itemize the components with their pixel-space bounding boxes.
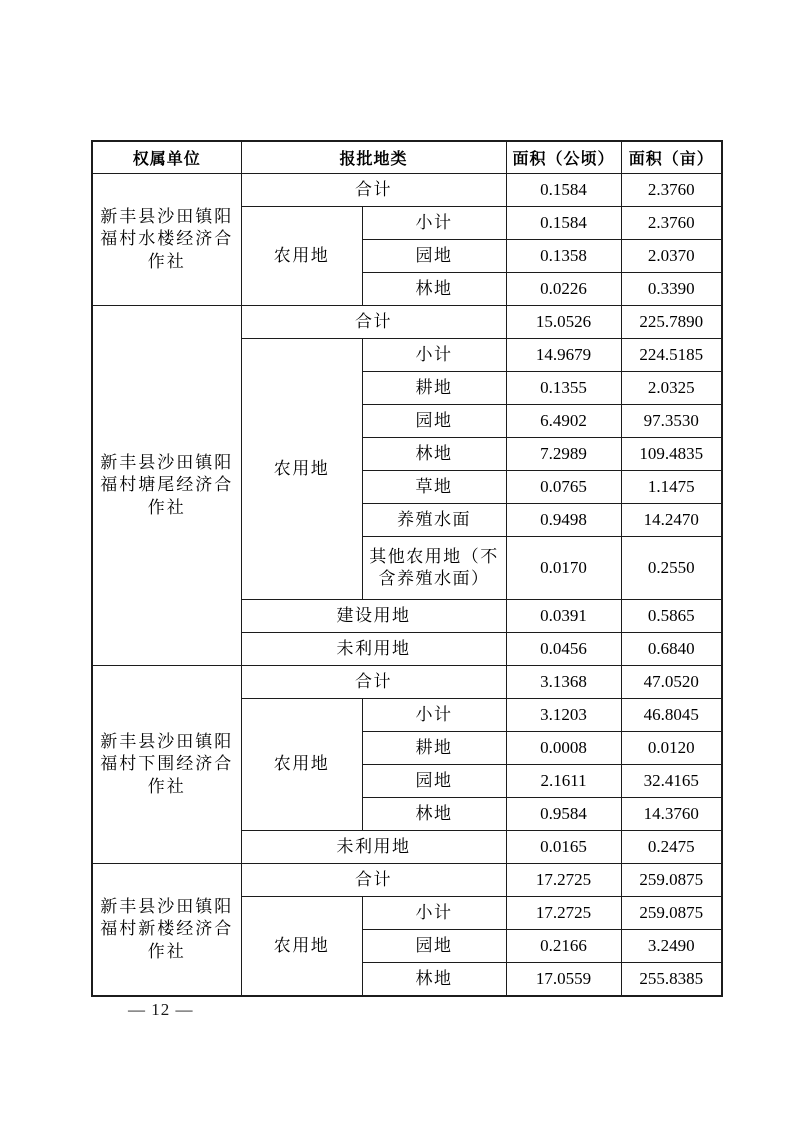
area-mu-cell: 2.0370 bbox=[621, 240, 722, 273]
area-ha-cell: 0.1355 bbox=[506, 372, 621, 405]
category-cell: 农用地 bbox=[241, 339, 362, 600]
category-cell: 小计 bbox=[362, 897, 506, 930]
area-ha-cell: 0.1584 bbox=[506, 174, 621, 207]
category-cell: 未利用地 bbox=[241, 831, 506, 864]
area-mu-cell: 224.5185 bbox=[621, 339, 722, 372]
area-ha-cell: 0.1584 bbox=[506, 207, 621, 240]
area-ha-cell: 0.0226 bbox=[506, 273, 621, 306]
area-ha-cell: 2.1611 bbox=[506, 765, 621, 798]
area-mu-cell: 255.8385 bbox=[621, 963, 722, 997]
table-row bbox=[92, 666, 722, 699]
category-cell: 林地 bbox=[362, 273, 506, 306]
area-ha-cell: 0.0170 bbox=[506, 537, 621, 600]
category-cell: 其他农用地（不含养殖水面） bbox=[362, 537, 506, 600]
header-unit: 权属单位 bbox=[92, 141, 241, 174]
area-ha-cell: 0.0391 bbox=[506, 600, 621, 633]
area-mu-cell: 47.0520 bbox=[621, 666, 722, 699]
area-ha-cell: 0.0765 bbox=[506, 471, 621, 504]
header-row bbox=[92, 141, 722, 174]
header-category: 报批地类 bbox=[241, 141, 506, 174]
category-cell: 林地 bbox=[362, 798, 506, 831]
category-cell: 园地 bbox=[362, 930, 506, 963]
area-ha-cell: 0.0008 bbox=[506, 732, 621, 765]
unit-cell: 新丰县沙田镇阳福村水楼经济合作社 bbox=[92, 174, 241, 306]
unit-cell: 新丰县沙田镇阳福村下围经济合作社 bbox=[92, 666, 241, 864]
area-ha-cell: 0.0165 bbox=[506, 831, 621, 864]
area-mu-cell: 3.2490 bbox=[621, 930, 722, 963]
category-cell: 农用地 bbox=[241, 699, 362, 831]
category-cell: 园地 bbox=[362, 765, 506, 798]
area-ha-cell: 6.4902 bbox=[506, 405, 621, 438]
area-mu-cell: 2.0325 bbox=[621, 372, 722, 405]
area-ha-cell: 3.1203 bbox=[506, 699, 621, 732]
area-mu-cell: 0.2550 bbox=[621, 537, 722, 600]
area-mu-cell: 0.5865 bbox=[621, 600, 722, 633]
category-cell: 园地 bbox=[362, 405, 506, 438]
header-area-ha: 面积（公顷） bbox=[506, 141, 621, 174]
table-row bbox=[92, 174, 722, 207]
land-approval-table bbox=[91, 140, 723, 997]
category-cell: 小计 bbox=[362, 699, 506, 732]
area-ha-cell: 0.9584 bbox=[506, 798, 621, 831]
area-ha-cell: 0.9498 bbox=[506, 504, 621, 537]
area-mu-cell: 259.0875 bbox=[621, 897, 722, 930]
unit-cell: 新丰县沙田镇阳福村塘尾经济合作社 bbox=[92, 306, 241, 666]
area-mu-cell: 0.0120 bbox=[621, 732, 722, 765]
area-mu-cell: 2.3760 bbox=[621, 174, 722, 207]
area-ha-cell: 3.1368 bbox=[506, 666, 621, 699]
category-cell: 林地 bbox=[362, 438, 506, 471]
category-cell: 合计 bbox=[241, 666, 506, 699]
table-header bbox=[92, 141, 722, 174]
area-mu-cell: 0.2475 bbox=[621, 831, 722, 864]
category-cell: 合计 bbox=[241, 174, 506, 207]
area-ha-cell: 17.2725 bbox=[506, 864, 621, 897]
area-mu-cell: 1.1475 bbox=[621, 471, 722, 504]
table-row bbox=[92, 306, 722, 339]
area-mu-cell: 14.3760 bbox=[621, 798, 722, 831]
header-area-mu: 面积（亩） bbox=[621, 141, 722, 174]
area-mu-cell: 14.2470 bbox=[621, 504, 722, 537]
category-cell: 园地 bbox=[362, 240, 506, 273]
area-ha-cell: 14.9679 bbox=[506, 339, 621, 372]
area-ha-cell: 15.0526 bbox=[506, 306, 621, 339]
category-cell: 养殖水面 bbox=[362, 504, 506, 537]
category-cell: 小计 bbox=[362, 339, 506, 372]
area-mu-cell: 259.0875 bbox=[621, 864, 722, 897]
area-mu-cell: 97.3530 bbox=[621, 405, 722, 438]
category-cell: 耕地 bbox=[362, 732, 506, 765]
area-ha-cell: 17.2725 bbox=[506, 897, 621, 930]
area-mu-cell: 32.4165 bbox=[621, 765, 722, 798]
category-cell: 合计 bbox=[241, 306, 506, 339]
category-cell: 小计 bbox=[362, 207, 506, 240]
page-number: — 12 — bbox=[128, 1000, 194, 1019]
area-ha-cell: 0.1358 bbox=[506, 240, 621, 273]
area-mu-cell: 46.8045 bbox=[621, 699, 722, 732]
category-cell: 建设用地 bbox=[241, 600, 506, 633]
table-body bbox=[92, 174, 722, 997]
area-ha-cell: 17.0559 bbox=[506, 963, 621, 997]
category-cell: 林地 bbox=[362, 963, 506, 997]
category-cell: 农用地 bbox=[241, 207, 362, 306]
category-cell: 耕地 bbox=[362, 372, 506, 405]
area-mu-cell: 0.3390 bbox=[621, 273, 722, 306]
area-ha-cell: 7.2989 bbox=[506, 438, 621, 471]
category-cell: 农用地 bbox=[241, 897, 362, 997]
category-cell: 合计 bbox=[241, 864, 506, 897]
area-ha-cell: 0.0456 bbox=[506, 633, 621, 666]
area-mu-cell: 225.7890 bbox=[621, 306, 722, 339]
unit-cell: 新丰县沙田镇阳福村新楼经济合作社 bbox=[92, 864, 241, 997]
table-row bbox=[92, 864, 722, 897]
category-cell: 草地 bbox=[362, 471, 506, 504]
category-cell: 未利用地 bbox=[241, 633, 506, 666]
area-ha-cell: 0.2166 bbox=[506, 930, 621, 963]
area-mu-cell: 109.4835 bbox=[621, 438, 722, 471]
area-mu-cell: 2.3760 bbox=[621, 207, 722, 240]
area-mu-cell: 0.6840 bbox=[621, 633, 722, 666]
